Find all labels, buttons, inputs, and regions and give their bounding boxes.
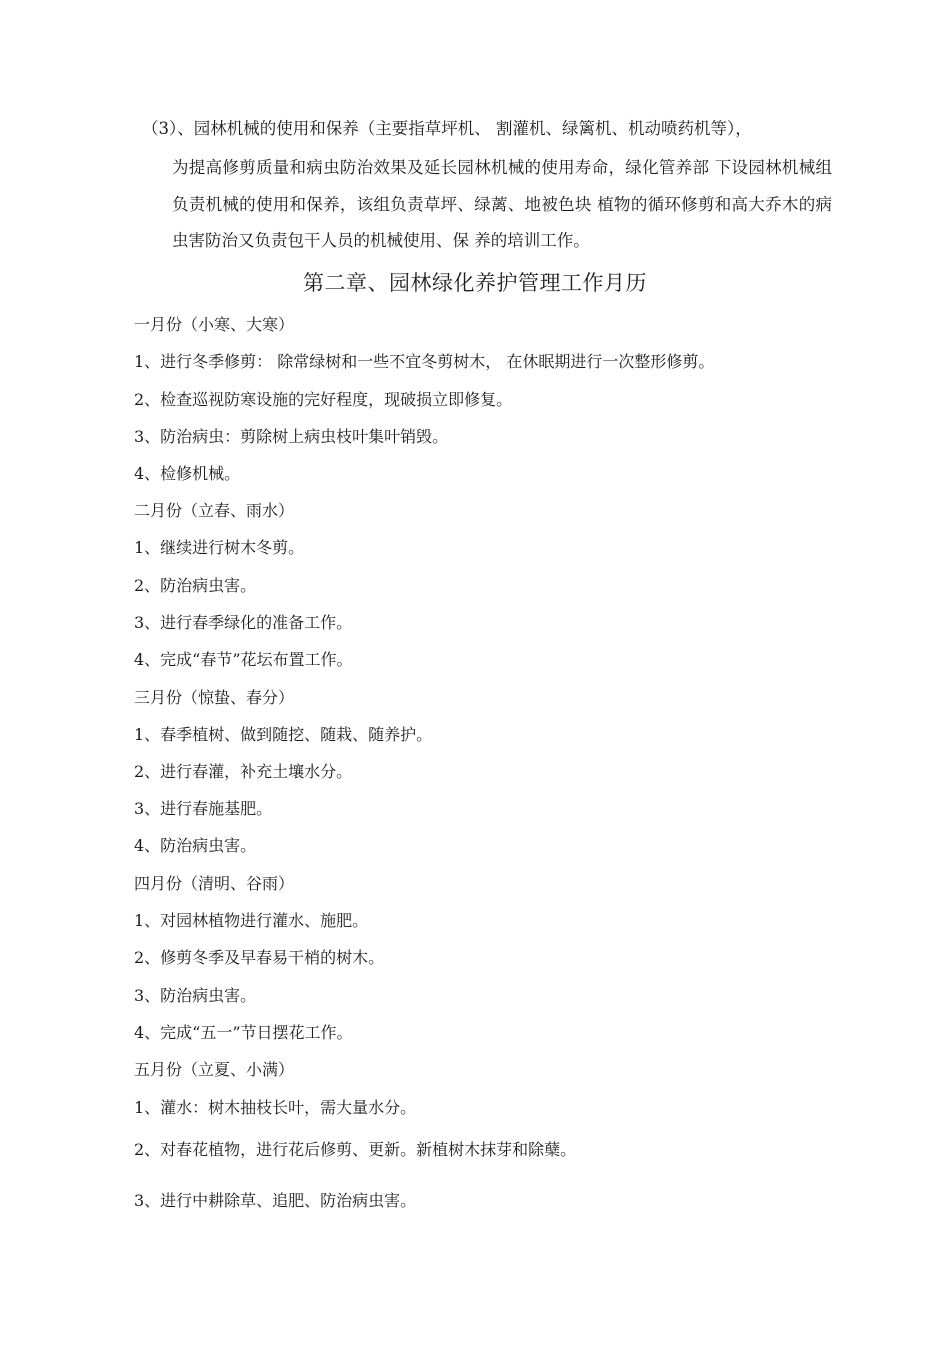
list-item: 2、修剪冬季及早春易干梢的树木。 — [134, 948, 385, 967]
list-item: 3、进行春季绿化的准备工作。 — [134, 613, 353, 632]
list-item: 2、进行春灌，补充土壤水分。 — [134, 762, 353, 781]
list-item: 1、进行冬季修剪： 除常绿树和一些不宜冬剪树木， 在休眠期进行一次整形修剪。 — [134, 352, 715, 371]
list-item: 2、对春花植物，进行花后修剪、更新。新植树木抹芽和除蘖。 — [134, 1140, 577, 1159]
list-item: 1、春季植树、做到随挖、随栽、随养护。 — [134, 725, 433, 744]
chapter-title: 第二章、园林绿化养护管理工作月历 — [303, 271, 647, 295]
list-item: 4、检修机械。 — [134, 464, 241, 483]
list-item: 4、完成“五一”节日摆花工作。 — [134, 1023, 353, 1042]
list-item: 3、防治病虫害。 — [134, 986, 257, 1005]
month-heading-march: 三月份（惊蛰、春分） — [134, 688, 295, 707]
list-item: 3、进行春施基肥。 — [134, 799, 273, 818]
intro-first-line: （3）、园林机械的使用和保养（主要指草坪机、 割灌机、绿篱机、机动喷药机等）， — [142, 119, 752, 138]
month-heading-february: 二月份（立春、雨水） — [134, 501, 295, 520]
intro-body: 为提高修剪质量和病虫防治效果及延长园林机械的使用寿命，绿化管养部 下设园林机械组负责机械的使用和保养，该组负责草坪、绿蓠、地被色块 植物的循环修剪和高大乔木的病虫害防治又负责包干人员的机械使用、保 养的培训工作。 — [172, 158, 832, 250]
list-item: 3、进行中耕除草、追肥、防治病虫害。 — [134, 1191, 417, 1210]
intro-paragraph — [142, 114, 832, 260]
month-heading-april: 四月份（清明、谷雨） — [134, 874, 295, 893]
month-heading-january: 一月份（小寒、大寒） — [134, 315, 295, 334]
list-item: 1、对园林植物进行灌水、施肥。 — [134, 911, 369, 930]
month-heading-may: 五月份（立夏、小满） — [134, 1060, 295, 1079]
list-item: 3、防治病虫：剪除树上病虫枝叶集叶销毁。 — [134, 427, 449, 446]
list-item: 4、防治病虫害。 — [134, 836, 257, 855]
list-item: 4、完成“春节”花坛布置工作。 — [134, 650, 353, 669]
list-item: 1、继续进行树木冬剪。 — [134, 538, 305, 557]
list-item: 1、灌水：树木抽枝长叶，需大量水分。 — [134, 1098, 417, 1117]
list-item: 2、检查巡视防寒设施的完好程度，现破损立即修复。 — [134, 390, 513, 409]
list-item: 2、防治病虫害。 — [134, 576, 257, 595]
